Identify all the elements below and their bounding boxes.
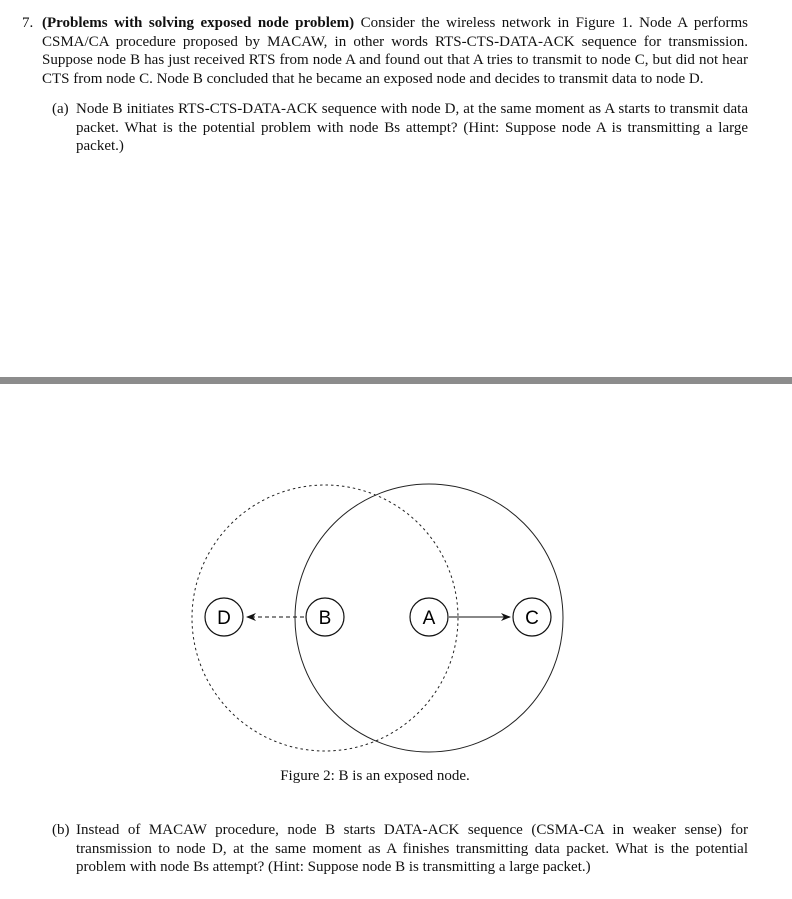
subquestion-b-text: Instead of MACAW procedure, node B starts DATA-ACK sequence (CSMA-CA in weaker sense) for transmission to node D, at the same moment as A finishes transmitting data packet. What is the potential problem with node Bs attempt? (Hint: Suppose node B is transmitting a large packet.) <box>76 822 748 876</box>
problem-statement <box>22 14 748 88</box>
node-a <box>410 598 448 636</box>
node-c-label: C <box>525 608 539 629</box>
problem-number: 7. <box>22 15 34 31</box>
network-diagram <box>0 384 792 804</box>
subquestion-b <box>52 821 748 877</box>
node-d <box>205 598 243 636</box>
figure-caption: Figure 2: B is an exposed node. <box>280 768 470 784</box>
subquestion-b-label: (b) <box>52 822 70 838</box>
node-b-label: B <box>318 608 332 629</box>
subquestion-a-text: Node B initiates RTS-CTS-DATA-ACK sequence with node D, at the same moment as A starts to transmit data packet. What is the potential problem with node Bs attempt? (Hint: Suppose node A is transmitting a large packet.) <box>76 101 748 155</box>
subquestion-a-label: (a) <box>52 101 69 117</box>
exposed-node-figure <box>0 384 792 804</box>
node-c <box>513 598 551 636</box>
node-a-label: A <box>422 608 436 629</box>
node-b <box>306 598 344 636</box>
section-divider <box>0 377 792 384</box>
subquestion-a <box>52 100 748 156</box>
problem-title: (Problems with solving exposed node problem) <box>42 15 355 31</box>
question-page-top <box>0 0 792 376</box>
problem-text: Consider the wireless network in Figure 1. Node A performs CSMA/CA procedure proposed by MACAW, in other words RTS-CTS-DATA-ACK sequence for transmission. Suppose node B has just received RTS from node A and found out that A tries to transmit to node C, but did not hear CTS from node C. Node B concluded that he became an exposed node and decides to transmit data to node D. <box>42 15 748 87</box>
problem-body <box>42 14 748 88</box>
node-d-label: D <box>217 608 231 629</box>
